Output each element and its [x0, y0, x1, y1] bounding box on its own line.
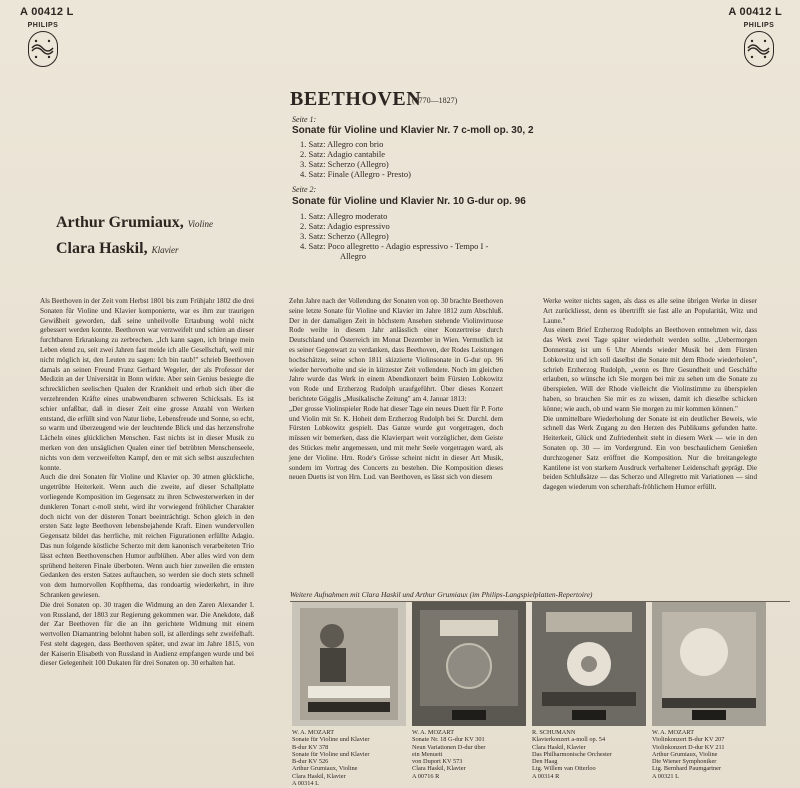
album-cover-image [292, 602, 406, 726]
credit-line: W. A. MOZART [652, 729, 695, 736]
credit-line: Sonate für Violine und Klavier [292, 750, 370, 758]
paragraph: „Der grosse Violinspieler Rode hat dieser Tage ein neues Duett für P. Forte und Violin mit Sr. K. Hoheit dem Erzherzog Rudolph bei Sr. Durchl. dem Fürsten Lobkowitz gespielt. Das Ganze wurde gut vorgetragen, doch müssen wir bemerken, dass die Klavierpart weit vorzüglicher, dem Geiste des Stückes mehr angemessen, und mit mehr Seele vorgetragen ward, als jene der Violine. Hrn. Rode's Grösse scheint nicht in dieser Art Musik, sondern im Vortrag des Concerts zu bestehen. Die Komposition dieses neuen Duetts ist von Hrn. Lud. van Beethoven, es lässt sich von diesem [289, 404, 503, 482]
credit-line: W. A. MOZART [292, 729, 335, 736]
album-cover-image [652, 602, 766, 726]
movement: 4. Satz: Finale (Allegro - Presto) [300, 169, 411, 179]
brand-name: PHILIPS [27, 22, 59, 29]
album-4 [652, 602, 766, 780]
movement: Allegro [340, 251, 366, 261]
credit-line: A 00314 L [292, 780, 319, 788]
side1-title: Sonate für Violine und Klavier Nr. 7 c-moll op. 30, 2 [292, 125, 534, 136]
movement: 3. Satz: Scherzo (Allegro) [300, 231, 389, 241]
composer-dates: (1770—1827) [412, 96, 458, 105]
credit-line: A 00716 R [412, 772, 440, 780]
philips-logo-left [24, 22, 62, 70]
catalog-number-left: A 00412 L [20, 6, 74, 18]
credit-line: Clara Haskil, Klavier [412, 765, 466, 773]
artist-role: Violine [187, 219, 214, 229]
philips-shield-icon [28, 31, 58, 67]
liner-notes-column-2 [289, 297, 503, 482]
side2-label: Seite 2: [292, 185, 317, 194]
credit-line: R. SCHUMANN [532, 729, 576, 736]
movement: 4. Satz: Poco allegretto - Adagio espressivo - Tempo I - [300, 241, 489, 251]
credit-line: Arthur Grumiaux, Violine [292, 765, 358, 773]
credit-line: von Duport KV 573 [412, 758, 463, 766]
liner-notes-column-1 [40, 297, 254, 787]
paragraph: Die drei Sonaten op. 30 tragen die Widmung an den Zaren Alexander I. von Russland, der 1803 zur Regierung gekommen war. Die Anekdote, daß der Zar Beethoven für die an ihn gerichtete Widmung mit einem wertvollen Diamantring belohnt haben soll, ist allerdings sehr zweifelhaft. Fest steht dagegen, dass Beethoven später, und zwar im Jahre 1815, von der Kaiserin Elisabeth von Russland in Audienz empfangen wurde und bei dieser Gelegenheit 100 Dukaten für drei Sonaten op. 30 erhalten hat. [40, 600, 254, 668]
further-recordings-heading: Weitere Aufnahmen mit Clara Haskil und Arthur Grumiaux (im Philips-Langspielplatten-Repertoire) [290, 590, 790, 602]
artist-piano [56, 240, 179, 258]
artist-violin [56, 214, 213, 232]
paragraph: Auch die drei Sonaten für Violine und Klavier op. 30 atmen glückliche, ungetrübte Heiterkeit. Wenn auch die zweite, auf dieser Schallplatte vorliegende Komposition im Gegensatz zu ihren Schwesterwerken in der dunkleren Tonart c-moll steht, wird ihr vorwiegend fröhlicher Charakter doch nicht von der düsteren Tonart beeinträchtigt. Schon gleich in den ersten Satz legte Beethoven lebensbejahende Kraft. Einen wundervollen Gegensatz bildet das herrliche, mit reichen Figurationen erfüllte Adagio. Das nun folgende köstliche Scherzo mit dem kanonisch verarbeiteten Trio lässt echten Beethovenschen Humor aufblühen. Aber alles wird von dem sprühend heiteren Finale überboten. Wenn auch hier zuweilen die ernsten Gedanken des ersten Satzes auftauchen, so werden sie doch stets schnell von dem humorvollen Kopfthema, das rondoartig wiederkehrt, in ihre Schranken gewiesen. [40, 473, 254, 599]
credit-line: W. A. MOZART [412, 729, 455, 736]
philips-shield-icon [744, 31, 774, 67]
movement: 2. Satz: Adagio espressivo [300, 221, 390, 231]
credit-line: A 00314 R [532, 772, 560, 780]
album-credits [652, 729, 766, 780]
album-3 [532, 602, 646, 780]
album-credits [292, 729, 406, 787]
credit-line: Das Philharmonische Orchester [532, 750, 612, 758]
movement: 1. Satz: Allegro moderato [300, 211, 388, 221]
credit-line: Sonate für Violine und Klavier [292, 736, 370, 744]
credit-line: Violinkonzert B-dur KV 207 [652, 736, 725, 744]
side2-movements [300, 211, 488, 261]
credit-line: Klavierkonzert a-moll op. 54 [532, 736, 606, 744]
credit-line: Ltg. Willem van Otterloo [532, 765, 596, 773]
credit-line: Den Haag [532, 758, 558, 766]
side1-label: Seite 1: [292, 115, 317, 124]
paragraph: Zehn Jahre nach der Vollendung der Sonaten von op. 30 brachte Beethoven seine letzte Sonate für Violine und Klavier im Jahre 1812 zum Abschluß. Der in der damaligen Zeit in höchstem Ansehen stehende Violinvirtuose Rode weilte in diesem Jahr anlässlich einer Konzertreise durch Deutschland und Österreich im Monat Dezember in Wien. Vermutlich ist es seiner Gegenwart zu verdanken, dass Beethoven, der Rodes Leistungen hochschätzte, seine schon 1811 skizzierte Violinsonate in G-dur op. 96 wieder hervorholte und sie in kürzester Zeit vollendete. Noch im gleichen Jahre wurde das Werk in einem Abendkonzert beim Fürsten Lobkowitz von Rode und Erzherzog Rudolph uraufgeführt. Über dieses Konzert berichtete Gögglis „Musikalische Zeitung" am 4. Januar 1813: [289, 297, 503, 403]
credit-line: Neun Variationen D-dur über [412, 743, 486, 751]
credit-line: Die Wiener Symphoniker [652, 758, 717, 766]
side2-title: Sonate für Violine und Klavier Nr. 10 G-dur op. 96 [292, 196, 526, 207]
side1-movements [300, 139, 411, 179]
credit-line: Sonate Nr. 18 G-dur KV 301 [412, 736, 485, 744]
credit-line: Violinkonzert D-dur KV 211 [652, 743, 725, 751]
paragraph: Die unmittelbare Wiederholung der Sonate ist ein deutlicher Beweis, wie schnell das Werk Zugang zu den Herzen des Publikums gefunden hatte. Heiterkeit, Glück und Zufriedenheit steht in diesem Werk — wie in den Sonaten op. 30 — im Vordergrund. Ein von beschaulichem Genießen durchzogener Satz eröffnet die Komposition. Nur die breitangelegte Kantilene ist von starkem Ausdruck verhaltener Leidenschaft geprägt. Die beiden Schlußsätze — das Scherzo und Allegretto mit Variationen — sind dagegen wiederum von scherzhaft-fröhlichem Humor erfüllt. [543, 414, 757, 492]
paragraph: Aus einem Brief Erzherzog Rudolphs an Beethoven entnehmen wir, dass das Werk zwei Tage später wiederholt werden sollte. „Uebermorgen Donnerstag ist um 6 Uhr Abends wieder Musik bei dem Fürsten Lobkowitz und ich soll daselbst die Sonate mit dem Rhode wiederholen", schrieb Erzherzog Rudolph, „wenn es Ihre Gesundheit und Geschäfte erlauben, so wünsche ich Sie morgen bei mir zu sehen um die Sonate zu überspielen. Will der Rhode vielleicht die Violinstimme zu überspielen haben, so brauchen Sie mir es zu wissen, damit ich dieselbe schicken könne; wie auch, ob und wann Sie morgen zu mir kommen können." [543, 326, 757, 413]
credit-line: A 00321 L [652, 772, 679, 780]
artist-name: Clara Haskil, [56, 240, 148, 257]
paragraph: Als Beethoven in der Zeit vom Herbst 1801 bis zum Frühjahr 1802 die drei Sonaten für Violine und Klavier komponierte, war es ihm zur traurigen Gewißheit geworden, daß seine unheilvolle Ertaubung wohl nicht gebessert werden konnte. Beethoven war verzweifelt und schien an dieser furchtbaren Erkrankung zu zerbrechen. „Ich kann sagen, ich bringe mein Leben elend zu, seit zwei Jahren fast meide ich alle Gesellschaft, weil mir nicht möglich ist, den Leuten zu sagen: Ich bin taub!" schrieb Beethoven damals an seinen Freund Franz Gerhard Wegeler, der als Professor der Medizin an der Universität in Bonn wirkte. Aber sein Genius besiegte die schrecklichen seelischen Qualen der Krankheit und erhob sich über die verzehrenden Kräfte eines unabwendbaren schweren Schicksals. Es ist schier unfaßbar, daß in dieser Zeit eine grosse Anzahl von Werken entstand, die erfüllt sind von Natur liebe, Lebensfreude und Sonne, so echt, so warm und überzeugend wie der leuchtende Blick und das herzensfrohe Lächeln eines glücklichen Menschen. Fast nichts ist in dieser Musik zu merken von den unsäglichen Qualen einer tief betrübten Menschenseele, nichts von dem verzweifelten Kampf, den er mit sich selbst auszufechten konnte. [40, 297, 254, 472]
album-credits [412, 729, 526, 780]
liner-notes-column-3 [543, 297, 757, 607]
credit-line: ein Menuett [412, 750, 443, 758]
album-cover-image [532, 602, 646, 726]
album-2 [412, 602, 526, 780]
movement: 1. Satz: Allegro con brio [300, 139, 384, 149]
credit-line: Arthur Grumiaux, Violine [652, 750, 718, 758]
brand-name: PHILIPS [743, 22, 775, 29]
credit-line: B-dur KV 378 [292, 743, 329, 751]
catalog-number-right: A 00412 L [728, 6, 782, 18]
album-cover-image [412, 602, 526, 726]
credit-line: Clara Haskil, Klavier [292, 772, 346, 780]
composer-title: BEETHOVEN [290, 88, 422, 110]
credit-line: Clara Haskil, Klavier [532, 743, 586, 751]
artist-role: Klavier [151, 245, 179, 255]
philips-logo-right [740, 22, 778, 70]
movement: 3. Satz: Scherzo (Allegro) [300, 159, 389, 169]
credit-line: B-dur KV 526 [292, 758, 329, 766]
paragraph: Werke weiter nichts sagen, als dass es alle seine übrigen Werke in dieser Art zurückliesst, denn es übertrifft sie fast alle an Popularität, Witz und Laune." [543, 297, 757, 325]
artist-name: Arthur Grumiaux, [56, 214, 184, 231]
movement: 2. Satz: Adagio cantabile [300, 149, 385, 159]
album-1 [292, 602, 406, 787]
credit-line: Ltg. Bernhard Paumgartner [652, 765, 722, 773]
album-credits [532, 729, 646, 780]
